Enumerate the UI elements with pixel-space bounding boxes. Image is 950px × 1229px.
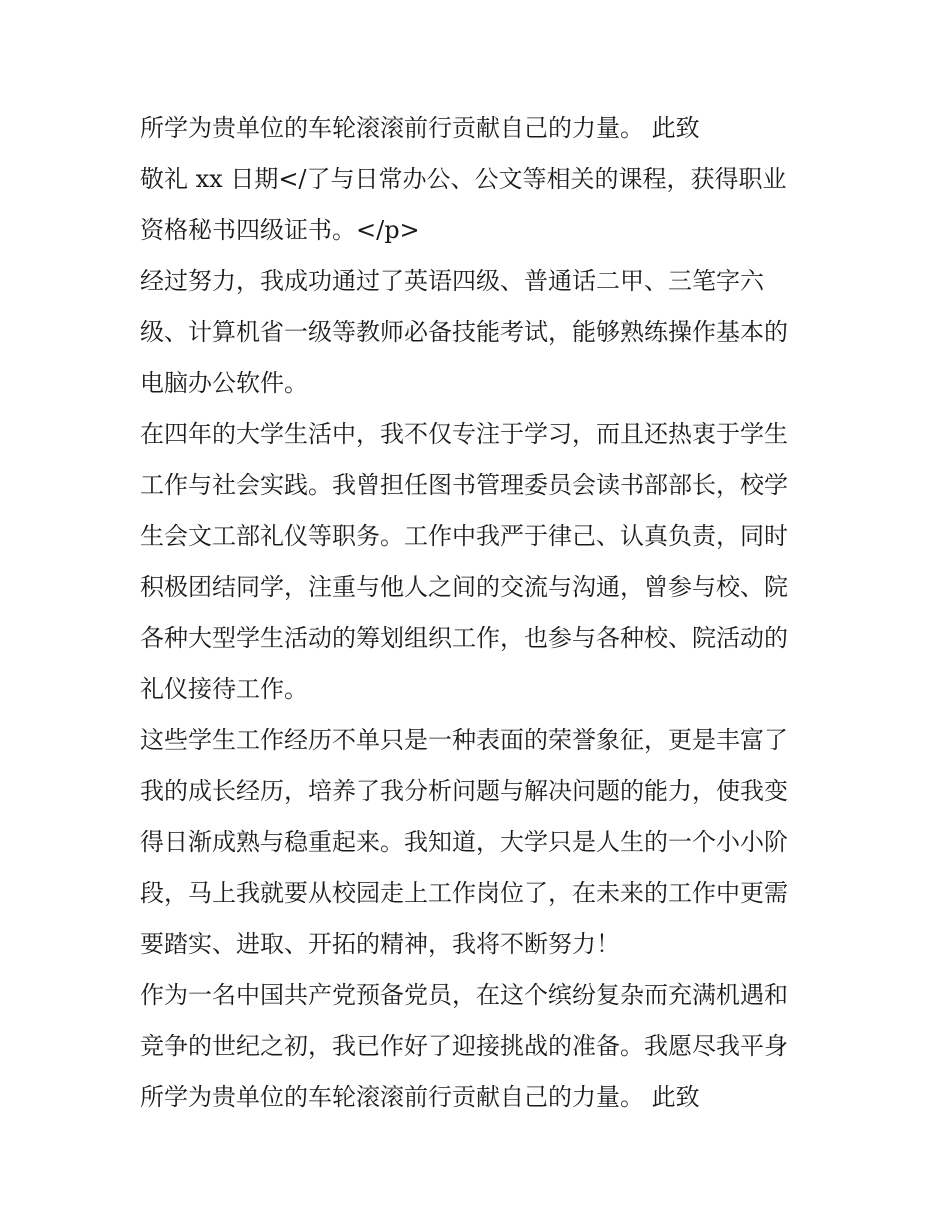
text-line: 级、计算机省一级等教师必备技能考试，能够熟练操作基本的 xyxy=(140,318,788,346)
text-line: 作为一名中国共产党预备党员，在这个缤纷复杂而充满机遇和 xyxy=(140,981,788,1009)
paragraph-courses xyxy=(140,154,820,256)
text-line: 所学为贵单位的车轮滚滚前行贡献自己的力量。 此致 xyxy=(140,114,700,142)
text-line: 生会文工部礼仪等职务。工作中我严于律己、认真负责，同时 xyxy=(140,522,788,550)
text-line: 所学为贵单位的车轮滚滚前行贡献自己的力量。 此致 xyxy=(140,1083,700,1111)
text-line: 这些学生工作经历不单只是一种表面的荣誉象征，更是丰富了 xyxy=(140,726,788,754)
text-line: 礼仪接待工作。 xyxy=(140,675,308,703)
text-line: 经过努力，我成功通过了英语四级、普通话二甲、三笔字六 xyxy=(140,267,764,295)
document-body xyxy=(140,103,820,1123)
text-line: 竞争的世纪之初，我已作好了迎接挑战的准备。我愿尽我平身 xyxy=(140,1032,788,1060)
paragraph-student-work xyxy=(140,409,820,715)
paragraph-growth xyxy=(140,715,820,970)
paragraph-party-member xyxy=(140,970,820,1123)
paragraph-closing-fragment xyxy=(140,103,820,154)
text-line: 各种大型学生活动的筹划组织工作，也参与各种校、院活动的 xyxy=(140,624,788,652)
text-line: 在四年的大学生活中，我不仅专注于学习，而且还热衷于学生 xyxy=(140,420,788,448)
text-line: 得日渐成熟与稳重起来。我知道，大学只是人生的一个小小阶 xyxy=(140,828,788,856)
text-line: 要踏实、进取、开拓的精神，我将不断努力！ xyxy=(140,930,620,958)
paragraph-certificates xyxy=(140,256,820,409)
text-line: 资格秘书四级证书。</p> xyxy=(140,216,420,244)
text-line: 工作与社会实践。我曾担任图书管理委员会读书部部长，校学 xyxy=(140,471,788,499)
text-line: 敬礼 xx 日期</了与日常办公、公文等相关的课程，获得职业 xyxy=(140,165,787,193)
text-line: 积极团结同学，注重与他人之间的交流与沟通，曾参与校、院 xyxy=(140,573,788,601)
text-line: 段，马上我就要从校园走上工作岗位了，在未来的工作中更需 xyxy=(140,879,788,907)
text-line: 电脑办公软件。 xyxy=(140,369,308,397)
text-line: 我的成长经历，培养了我分析问题与解决问题的能力，使我变 xyxy=(140,777,788,805)
